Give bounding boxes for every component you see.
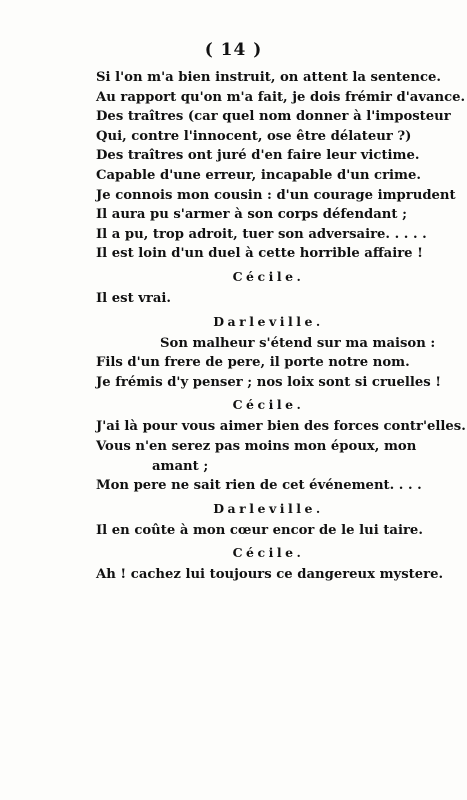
verse-line: Il est vrai.	[96, 290, 172, 306]
verse-line: Il aura pu s'armer à son corps défendant ;	[96, 207, 407, 223]
verse-line: Au rapport qu'on m'a fait, je dois frémir d'avance.	[96, 89, 466, 105]
verse-line: Vous n'en serez pas moins mon époux, mon	[96, 438, 417, 454]
speaker-name-cecile: Cécile.	[232, 397, 305, 413]
speaker-name-darleville: Darleville.	[213, 500, 324, 516]
verse-line: Ah ! cachez lui toujours ce dangereux mystere.	[96, 567, 444, 583]
verse-line: Mon pere ne sait rien de cet événement. . . .	[96, 478, 422, 494]
verse-line: Des traîtres ont juré d'en faire leur victime.	[96, 148, 420, 164]
verse-line: Des traîtres (car quel nom donner à l'imposteur	[96, 109, 451, 125]
verse-line: Qui, contre l'innocent, ose être délateur ?)	[96, 128, 412, 144]
verse-line: Il est loin d'un duel à cette horrible affaire !	[96, 246, 423, 262]
speaker-name-darleville: Darleville.	[213, 313, 324, 329]
verse-line: Je frémis d'y penser ; nos loix sont si cruelles !	[96, 374, 442, 390]
verse-line: Capable d'une erreur, incapable d'un crime.	[96, 167, 421, 183]
verse-line: Si l'on m'a bien instruit, on attent la sentence.	[96, 70, 441, 85]
verse-line: Son malheur s'étend sur ma maison :	[160, 335, 436, 351]
play-text	[96, 68, 466, 585]
verse-line: Il en coûte à mon cœur encor de le lui taire.	[96, 522, 423, 538]
page-number: ( 14 )	[204, 40, 263, 60]
verse-line: J'ai là pour vous aimer bien des forces contr'elles.	[96, 419, 466, 435]
verse-line: Il a pu, trop adroit, tuer son adversaire. . . . .	[96, 226, 427, 242]
verse-line: Fils d'un frere de pere, il porte notre nom.	[96, 355, 410, 371]
speaker-name-cecile: Cécile.	[232, 268, 305, 284]
speaker-name-cecile: Cécile.	[232, 545, 305, 561]
verse-line: Je connois mon cousin : d'un courage imprudent	[96, 187, 456, 203]
verse-line: amant ;	[152, 458, 209, 474]
